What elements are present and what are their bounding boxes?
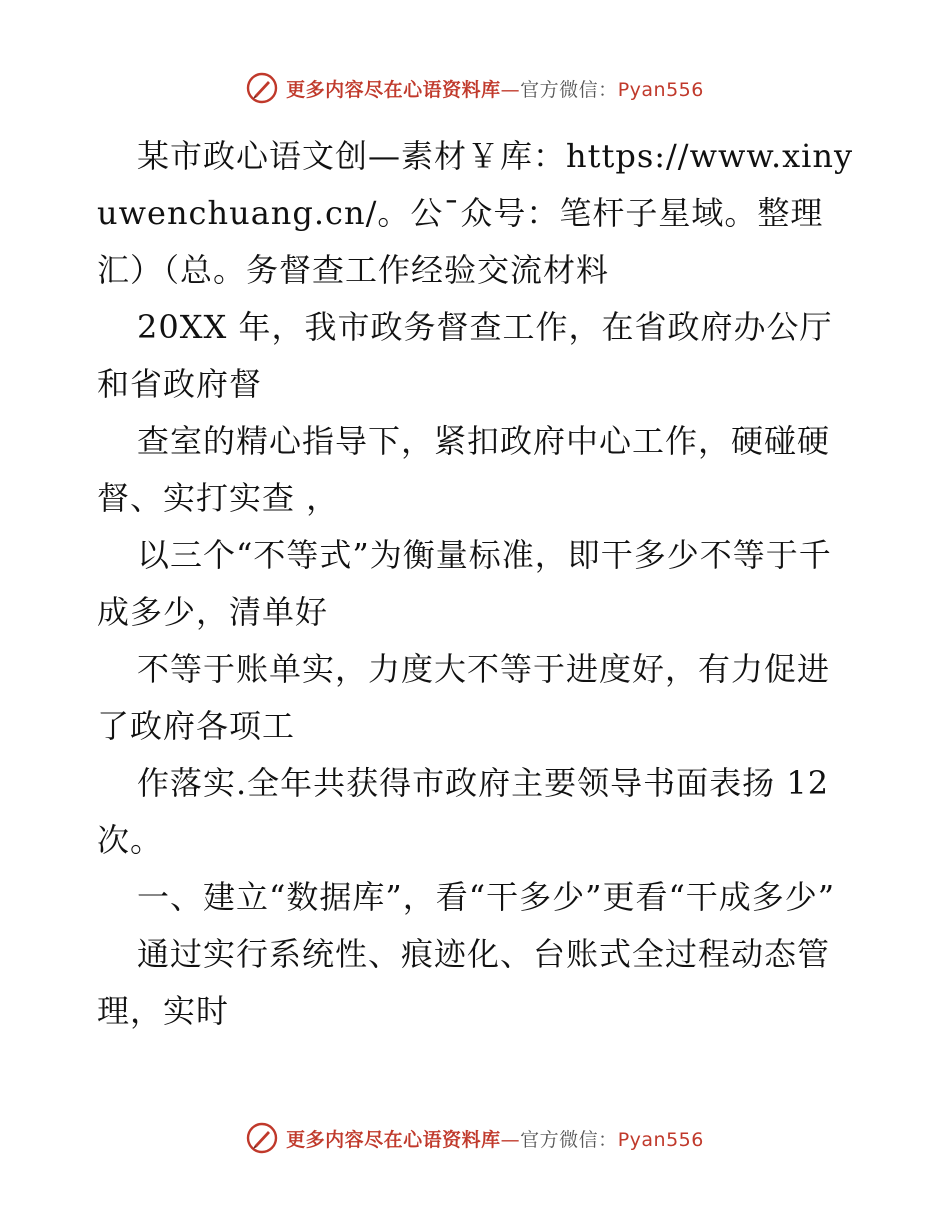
banner-wechat-label: 官方微信： xyxy=(520,78,618,101)
header-banner xyxy=(0,72,950,104)
banner-text xyxy=(286,75,704,102)
banner-wechat-id: Pyan556 xyxy=(617,1128,704,1151)
banner-dash: — xyxy=(500,78,521,101)
banner-main-text: 更多内容尽在心语资料库 xyxy=(286,1128,501,1151)
paragraph-5: 不等于账单实，力度大不等于进度好，有力促进了政府各项工 xyxy=(97,650,831,745)
quill-logo-icon xyxy=(246,72,278,104)
paragraph-3: 查室的精心指导下，紧扣政府中心工作，硬碰硬督、实打实查 ， xyxy=(97,422,831,517)
document-body xyxy=(97,128,857,1040)
paragraph-1: 某市政心语文创—素材￥库：https://www.xinyuwenchuang.cn/。公¯众号：笔杆子星域。整理汇）（总。务督查工作经验交流材料 xyxy=(97,137,854,289)
paragraph-6: 作落实.全年共获得市政府主要领导书面表扬 12 次。 xyxy=(97,764,841,859)
banner-wechat-id: Pyan556 xyxy=(617,78,704,101)
banner-wechat-label: 官方微信： xyxy=(520,1128,618,1151)
banner-dash: — xyxy=(500,1128,521,1151)
banner-text xyxy=(286,1125,704,1152)
footer-banner xyxy=(0,1122,950,1154)
paragraph-8: 通过实行系统性、痕迹化、台账式全过程动态管理，实时 xyxy=(97,935,831,1030)
banner-main-text: 更多内容尽在心语资料库 xyxy=(286,78,501,101)
quill-logo-icon xyxy=(246,1122,278,1154)
paragraph-4: 以三个“不等式”为衡量标准，即干多少不等于千成多少，清单好 xyxy=(97,536,832,631)
paragraph-2: 20XX 年，我市政务督查工作，在省政府办公厅和省政府督 xyxy=(97,308,833,403)
paragraph-7: 一、建立“数据库”，看“干多少”更看“干成多少” xyxy=(137,878,836,916)
